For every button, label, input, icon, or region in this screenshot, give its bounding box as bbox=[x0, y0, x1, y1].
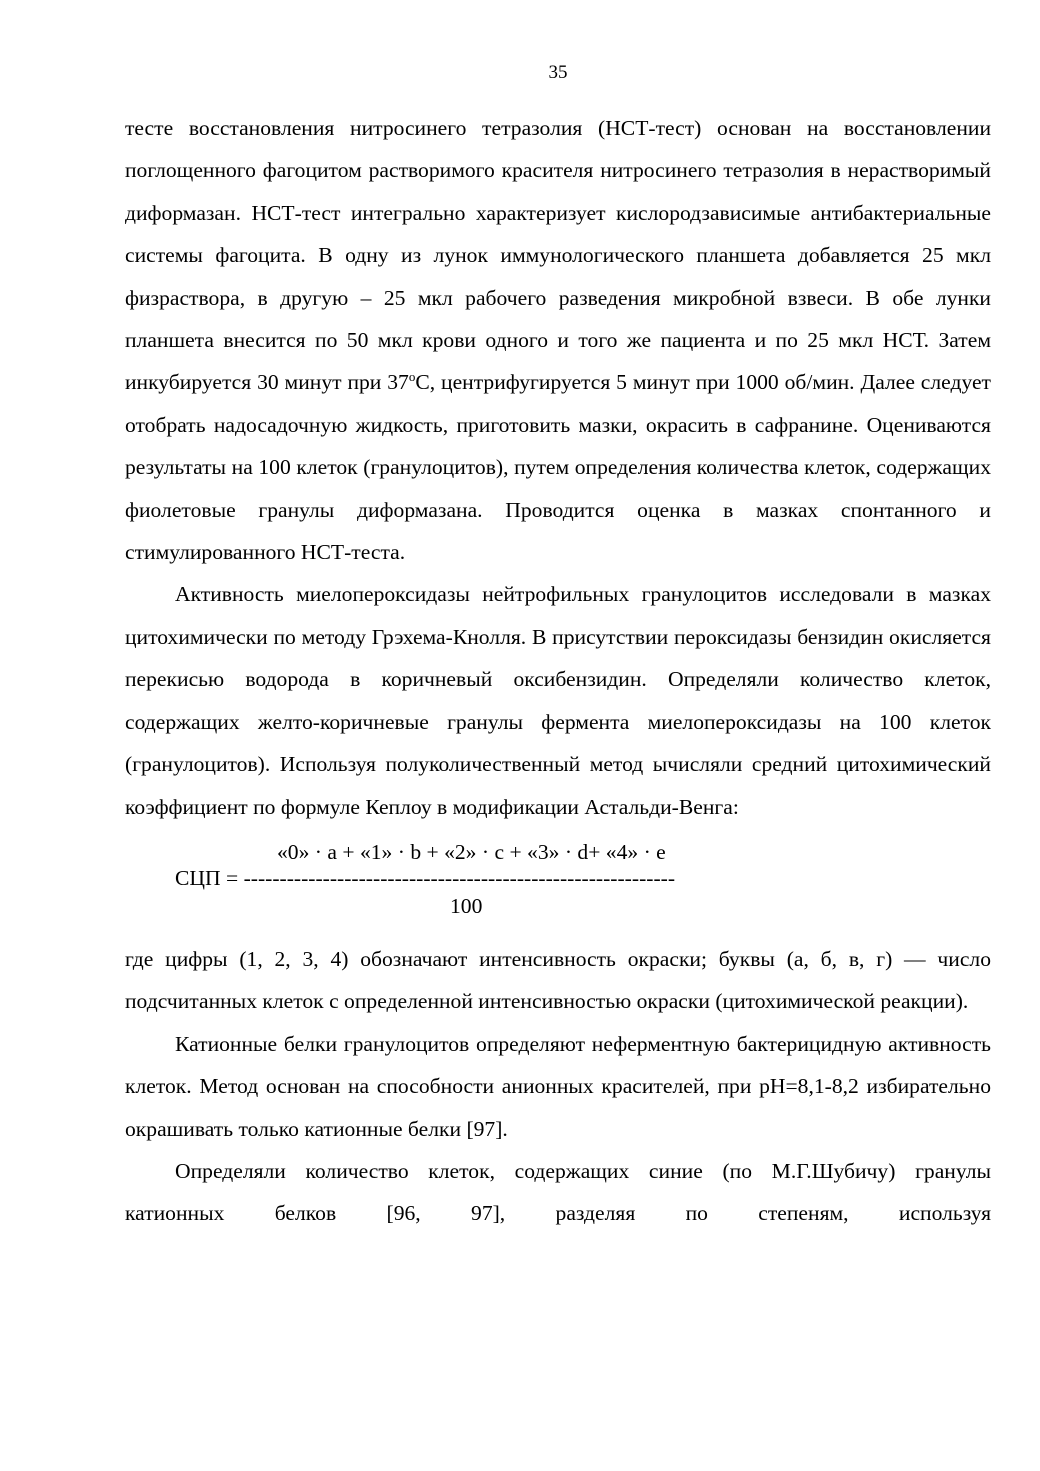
formula-block bbox=[125, 832, 991, 924]
paragraph-nst-test bbox=[125, 107, 991, 573]
paragraph-nst-tail: С, центрифугируется 5 минут при 1000 об/мин. Далее следует отобрать надосадочную жидкость, приготовить мазки, окрасить в сафранине. Оцениваются результаты на 100 клеток (гранулоцитов), путем определения количества клеток, содержащих фиолетовые гранулы диформазана. Проводится оценка в мазках спонтанного и стимулированного НСТ-теста. bbox=[125, 370, 991, 565]
paragraph-cationic-proteins: Катионные белки гранулоцитов определяют неферментную бактерицидную активность клеток. Метод основан на способности анионных красителей, при рН=8,1-8,2 избирательно окрашивать только катионные белки [97]. bbox=[125, 1031, 991, 1141]
paragraph-formula-explanation: где цифры (1, 2, 3, 4) обозначают интенсивность окраски; буквы (а, б, в, г) — число подсчитанных клеток с определенной интенсивностью окраски (цитохимической реакции). bbox=[125, 946, 991, 1014]
formula-denominator: 100 bbox=[450, 893, 483, 918]
formula-numerator: «0» · a + «1» · b + «2» · c + «3» · d+ «4» · e bbox=[277, 839, 666, 864]
formula-fraction-line: СЦП = ------------------------------------------------------------ bbox=[175, 865, 676, 890]
degree-superscript: о bbox=[408, 369, 416, 385]
paragraph-shubich-method: Определяли количество клеток, содержащих синие (по М.Г.Шубичу) гранулы катионных белков [96, 97], разделяя по степеням, используя bbox=[125, 1158, 991, 1226]
page-number: 35 bbox=[548, 62, 568, 83]
page-body bbox=[125, 107, 991, 1235]
paragraph-myeloperoxidase: Активность миелопероксидазы нейтрофильных гранулоцитов исследовали в мазках цитохимически по методу Грэхема-Кнолля. В присутствии пероксидазы бензидин окисляется перекисью водорода в коричневый оксибензидин. Определяли количество клеток, содержащих желто-коричневые гранулы фермента миелопероксидазы на 100 клеток (гранулоцитов). Используя полуколичественный метод ычисляли средний цитохимический коэффициент по формуле Кеплоу в модификации Астальди-Венга: bbox=[125, 582, 991, 819]
paragraph-nst-text: тесте восстановления нитросинего тетразолия (НСТ-тест) основан на восстановлении поглощенного фагоцитом растворимого красителя нитросинего тетразолия в нерастворимый диформазан. НСТ-тест интегрально характеризует кислородзависимые антибактериальные системы фагоцита. В одну из лунок иммунологического планшета добавляется 25 мкл физраствора, в другую – 25 мкл рабочего разведения микробной взвеси. В обе лунки планшета внесится по 50 мкл крови одного и того же пациента и по 25 мкл НСТ. Затем инкубируется 30 минут при 37 bbox=[125, 116, 991, 395]
